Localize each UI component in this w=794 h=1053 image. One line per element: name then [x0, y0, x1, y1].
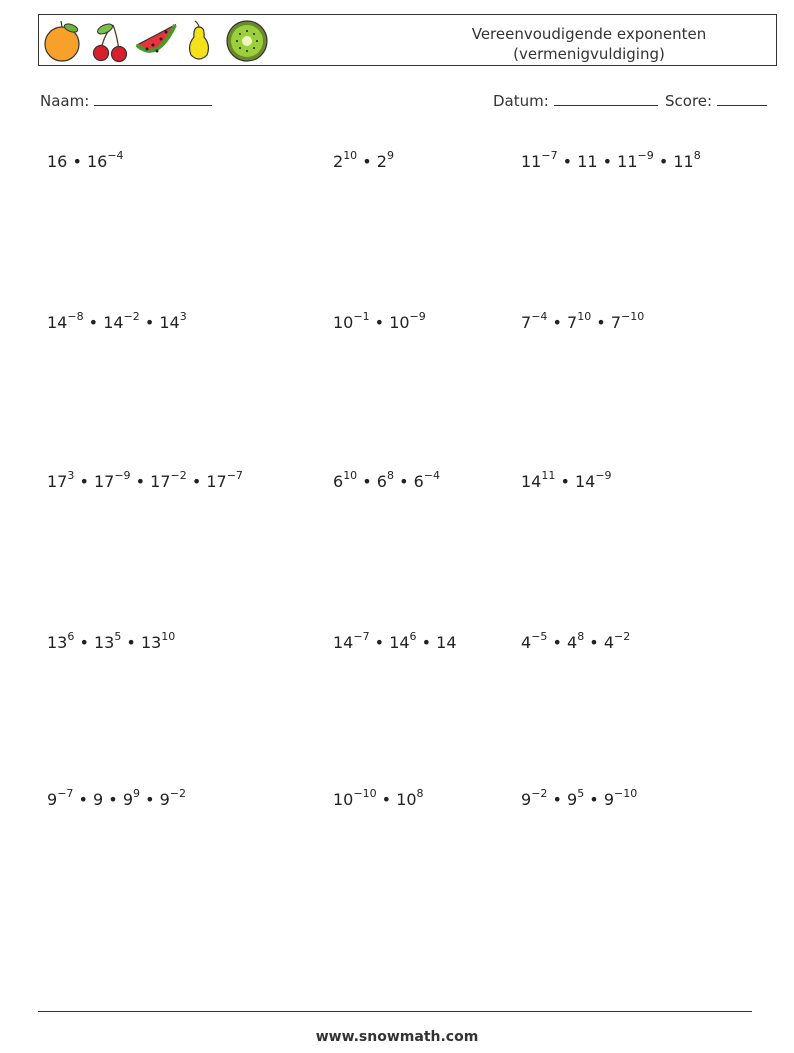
- term-exponent: 3: [179, 309, 187, 323]
- term-exponent: −7: [541, 148, 558, 162]
- multiply-operator: •: [376, 790, 397, 809]
- term-exponent: 8: [693, 148, 701, 162]
- term-base: 10: [389, 313, 410, 332]
- term-exponent: 5: [114, 629, 122, 643]
- term-exponent: 6: [67, 629, 75, 643]
- pear-icon: [185, 19, 215, 63]
- problem-3: [521, 148, 701, 172]
- multiply-operator: •: [130, 472, 151, 491]
- multiply-operator: •: [67, 152, 87, 171]
- term-exponent: −7: [353, 629, 370, 643]
- term-base: 17: [206, 472, 227, 491]
- term-base: 9: [93, 790, 104, 809]
- term-base: 11: [673, 152, 694, 171]
- term-base: 6: [333, 472, 344, 491]
- multiply-operator: •: [74, 472, 94, 491]
- problem-12: [521, 629, 631, 653]
- score-blank[interactable]: [717, 92, 767, 106]
- multiply-operator: •: [357, 472, 377, 491]
- term-exponent: −5: [531, 629, 548, 643]
- worksheet-title: [419, 24, 759, 64]
- problem-14: [333, 786, 424, 810]
- term-base: 13: [140, 633, 162, 652]
- problem-4: [47, 309, 187, 333]
- multiply-operator: •: [369, 313, 390, 332]
- cherry-icon: [89, 19, 131, 63]
- term-exponent: 9: [133, 786, 140, 800]
- multiply-operator: •: [557, 152, 578, 171]
- multiply-operator: •: [653, 152, 674, 171]
- term-exponent: 8: [416, 786, 424, 800]
- term-base: 17: [47, 472, 68, 491]
- term-exponent: 10: [343, 468, 358, 482]
- multiply-operator: •: [140, 790, 160, 809]
- term-base: 14: [47, 313, 68, 332]
- multiply-operator: •: [555, 472, 575, 491]
- multiply-operator: •: [547, 790, 568, 809]
- orange-icon: [43, 19, 83, 63]
- multiply-operator: •: [591, 313, 611, 332]
- multiply-operator: •: [103, 790, 123, 809]
- term-exponent: 10: [161, 629, 176, 643]
- multiply-operator: •: [139, 313, 160, 332]
- term-base: 10: [396, 790, 417, 809]
- multiply-operator: •: [121, 633, 141, 652]
- term-base: 4: [603, 633, 614, 652]
- term-exponent: −9: [114, 468, 131, 482]
- multiply-operator: •: [393, 472, 414, 491]
- term-exponent: 9: [386, 148, 394, 162]
- term-base: 2: [333, 152, 344, 171]
- term-base: 9: [521, 790, 532, 809]
- term-base: 9: [47, 790, 58, 809]
- title-line-2: (vermenigvuldiging): [513, 45, 665, 63]
- term-base: 7: [610, 313, 621, 332]
- term-exponent: −9: [409, 309, 426, 323]
- term-base: 17: [93, 472, 115, 491]
- multiply-operator: •: [73, 790, 94, 809]
- term-base: 2: [376, 152, 387, 171]
- term-exponent: −4: [531, 309, 548, 323]
- date-field[interactable]: [493, 92, 658, 110]
- term-exponent: −9: [637, 148, 654, 162]
- term-base: 10: [333, 313, 354, 332]
- multiply-operator: •: [357, 152, 377, 171]
- multiply-operator: •: [74, 633, 94, 652]
- term-base: 14: [159, 313, 180, 332]
- watermelon-icon: [133, 19, 179, 63]
- multiply-operator: •: [83, 313, 104, 332]
- term-base: 14: [436, 633, 457, 652]
- problem-10: [47, 629, 176, 653]
- term-base: 9: [567, 790, 578, 809]
- multiply-operator: •: [416, 633, 437, 652]
- term-exponent: 8: [577, 629, 585, 643]
- multiply-operator: •: [369, 633, 390, 652]
- term-base: 11: [617, 152, 638, 171]
- term-base: 9: [122, 790, 133, 809]
- term-base: 6: [413, 472, 424, 491]
- title-line-1: Vereenvoudigende exponenten: [471, 25, 707, 43]
- footer-divider: [38, 1011, 752, 1012]
- footer-website: www.snowmath.com: [315, 1029, 479, 1045]
- term-base: 13: [47, 633, 68, 652]
- term-exponent: −10: [621, 309, 645, 323]
- term-base: 16: [86, 152, 108, 171]
- term-exponent: −2: [614, 629, 631, 643]
- term-exponent: −2: [123, 309, 140, 323]
- multiply-operator: •: [597, 152, 618, 171]
- term-exponent: −2: [169, 786, 187, 800]
- name-blank[interactable]: [94, 92, 212, 106]
- multiply-operator: •: [547, 313, 568, 332]
- term-exponent: 10: [577, 309, 592, 323]
- name-label: Naam:: [40, 92, 90, 110]
- problem-11: [333, 629, 457, 653]
- multiply-operator: •: [547, 633, 568, 652]
- multiply-operator: •: [584, 633, 604, 652]
- term-base: 14: [389, 633, 410, 652]
- term-base: 14: [574, 472, 596, 491]
- term-exponent: −4: [107, 148, 124, 162]
- term-exponent: −7: [57, 786, 74, 800]
- term-base: 9: [603, 790, 614, 809]
- term-base: 11: [521, 152, 542, 171]
- term-base: 14: [521, 472, 542, 491]
- term-base: 14: [103, 313, 124, 332]
- term-exponent: 11: [541, 468, 556, 482]
- problem-1: [47, 148, 124, 172]
- term-exponent: −4: [423, 468, 440, 482]
- term-base: 4: [567, 633, 578, 652]
- problem-15: [521, 786, 638, 810]
- term-base: 14: [333, 633, 354, 652]
- date-label: Datum:: [493, 92, 549, 110]
- term-base: 10: [333, 790, 354, 809]
- problem-8: [333, 468, 440, 492]
- term-exponent: 6: [409, 629, 417, 643]
- term-base: 9: [159, 790, 170, 809]
- problem-6: [521, 309, 645, 333]
- term-base: 7: [567, 313, 578, 332]
- term-exponent: −1: [353, 309, 370, 323]
- problem-9: [521, 468, 612, 492]
- term-exponent: 5: [577, 786, 585, 800]
- term-base: 6: [376, 472, 387, 491]
- term-exponent: −9: [595, 468, 612, 482]
- term-base: 16: [47, 152, 68, 171]
- term-exponent: −10: [614, 786, 638, 800]
- term-base: 13: [93, 633, 115, 652]
- term-base: 4: [521, 633, 532, 652]
- score-label: Score:: [665, 92, 713, 110]
- score-field[interactable]: [665, 92, 767, 110]
- header-box: [38, 14, 777, 66]
- term-exponent: −10: [353, 786, 377, 800]
- term-exponent: 10: [343, 148, 358, 162]
- multiply-operator: •: [584, 790, 604, 809]
- problem-2: [333, 148, 394, 172]
- term-exponent: −7: [226, 468, 243, 482]
- name-field[interactable]: [40, 92, 212, 110]
- term-base: 11: [577, 152, 598, 171]
- term-base: 7: [521, 313, 532, 332]
- date-blank[interactable]: [554, 92, 658, 106]
- term-exponent: −2: [531, 786, 548, 800]
- problem-5: [333, 309, 426, 333]
- problem-7: [47, 468, 243, 492]
- multiply-operator: •: [186, 472, 207, 491]
- term-exponent: 8: [386, 468, 394, 482]
- kiwi-icon: [225, 19, 269, 63]
- term-exponent: 3: [67, 468, 75, 482]
- term-exponent: −8: [67, 309, 84, 323]
- term-exponent: −2: [170, 468, 187, 482]
- problem-13: [47, 786, 187, 810]
- term-base: 17: [150, 472, 171, 491]
